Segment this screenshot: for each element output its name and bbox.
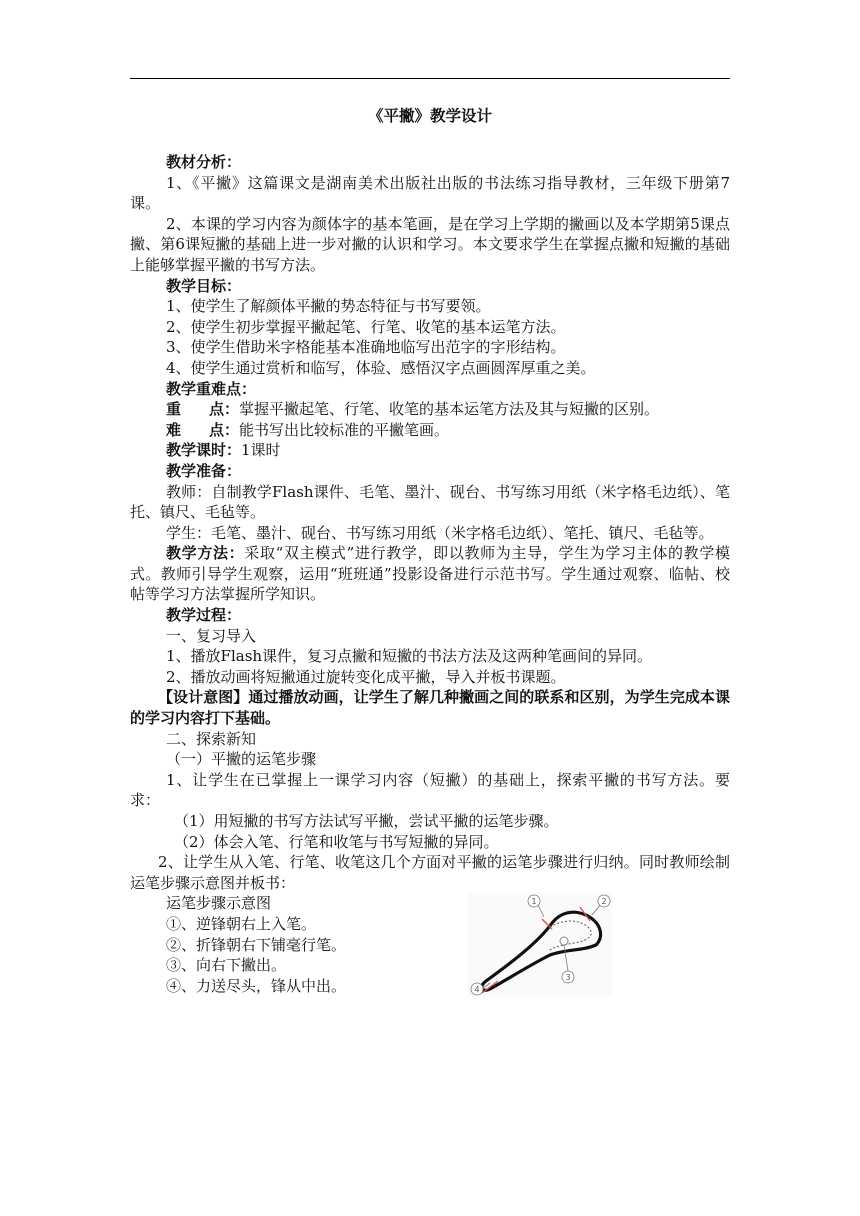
requirement-item: （2）体会入笔、行笔和收笔与书写短撇的异同。 — [174, 832, 499, 851]
part2-item: 2、让学生从入笔、行笔、收笔这几个方面对平撇的运笔步骤进行归纳。同时教师绘制运笔步骤示意图并板书： — [130, 853, 730, 892]
keypoint-label-suffix: 点： — [209, 400, 240, 419]
paragraph-material-2: 2、本课的学习内容为颜体字的基本笔画，是在学习上学期的撇画以及本学期第5课点撇、第6课短撇的基础上进一步对撇的认识和学习。本文要求学生在掌握点撇和短撇的基础上能够掌握平撇的书写方法。 — [130, 214, 730, 274]
hours-line — [130, 440, 730, 461]
keypoint-line-2 — [130, 420, 730, 441]
label-4-icon — [471, 983, 483, 995]
section-heading-material: 教材分析： — [166, 153, 242, 171]
document-title: 《平撇》教学设计 — [367, 106, 492, 125]
center-marker — [560, 937, 568, 945]
section-heading-prep: 教学准备： — [166, 461, 242, 480]
stroke-step: ③、向右下撇出。 — [166, 956, 287, 975]
stroke-path-inner — [548, 921, 591, 951]
section-heading-hours: 教学课时： — [166, 441, 242, 460]
goal-item: 2、使学生初步掌握平撇起笔、行笔、收笔的基本运笔方法。 — [166, 317, 566, 336]
stroke-step: ②、折锋朝右下铺毫行笔。 — [166, 935, 347, 954]
keypoint-text: 掌握平撇起笔、行笔、收笔的基本运笔方法及其与短撇的区别。 — [239, 400, 660, 419]
paragraph-material-1: 1、《平撇》这篇课文是湖南美术出版社出版的书法练习指导教材，三年级下册第7课。 — [130, 173, 730, 213]
difficulty-label: 难 — [166, 420, 182, 439]
part1-title: 一、复习导入 — [166, 626, 257, 645]
goal-item: 1、使学生了解颜体平撇的势态特征与书写要领。 — [166, 297, 491, 316]
label-1-icon — [528, 895, 540, 907]
stroke-outline — [482, 913, 601, 991]
method-paragraph — [130, 543, 730, 605]
diagram-label: 3 — [565, 973, 571, 983]
section-heading-keypoints: 教学重难点： — [166, 379, 257, 398]
design-intent-label: 【设计意图】 — [158, 688, 249, 707]
part1-item: 2、播放动画将短撇通过旋转变化成平撇，导入并板书课题。 — [166, 667, 566, 686]
diagram-caption: 运笔步骤示意图 — [166, 894, 272, 913]
difficulty-label-suffix: 点： — [209, 420, 240, 439]
diagram-label: 4 — [474, 985, 480, 995]
part2-subtitle: （一）平撇的运笔步骤 — [166, 750, 317, 769]
section-heading-goals: 教学目标： — [166, 276, 242, 295]
stroke-diagram-image — [468, 893, 612, 997]
section-heading-process: 教学过程： — [166, 606, 242, 625]
stroke-step: ①、逆锋朝右上入笔。 — [166, 914, 317, 933]
keypoint-line-1 — [130, 399, 730, 420]
section-heading-method: 教学方法： — [166, 544, 245, 563]
part1-item: 1、播放Flash课件，复习点撇和短撇的书法方法及这两种笔画间的异同。 — [166, 647, 653, 666]
label-3-icon — [562, 971, 574, 983]
prep-teacher: 教师：自制教学Flash课件、毛笔、墨汁、砚台、书写练习用纸（米字格毛边纸）、笔托、镇尺、毛毡等。 — [130, 482, 730, 522]
stroke-step: ④、力送尽头，锋从中出。 — [166, 976, 347, 995]
part2-title: 二、探索新知 — [166, 729, 257, 748]
keypoint-label: 重 — [166, 400, 182, 419]
diagram-label: 1 — [531, 897, 537, 907]
header-rule — [130, 78, 730, 79]
label-2-icon — [598, 895, 610, 907]
stroke-steps-block — [130, 893, 730, 996]
requirement-item: （1）用短撇的书写方法试写平撇，尝试平撇的运笔步骤。 — [174, 812, 559, 830]
method-text: 采取“双主模式”进行教学，即以教师为主导，学生为学习主体的教学模式。教师引导学生观察，运用“班班通”投影设备进行示范书写。学生通过观察、临帖、校帖等学习方法掌握所学知识。 — [130, 544, 730, 604]
hours-value: 1课时 — [241, 441, 281, 460]
stroke-diagram-svg — [468, 893, 612, 997]
goal-item: 3、使学生借助米字格能基本准确地临写出范字的字形结构。 — [166, 338, 566, 357]
prep-student: 学生：毛笔、墨汁、砚台、书写练习用纸（米字格毛边纸）、笔托、镇尺、毛毡等。 — [166, 523, 714, 542]
diagram-label: 2 — [601, 897, 607, 907]
design-intent-text: 通过播放动画，让学生了解几种撇画之间的联系和区别，为学生完成本课的学习内容打下基础。 — [130, 688, 730, 728]
design-intent — [130, 687, 730, 728]
document-body — [130, 104, 730, 996]
goal-item: 4、使学生通过赏析和临写，体验、感悟汉字点画圆浑厚重之美。 — [166, 358, 596, 377]
part2-item: 1、让学生在已掌握上一课学习内容（短撇）的基础上，探索平撇的书写方法。要求： — [130, 770, 730, 810]
difficulty-text: 能书写出比较标准的平撇笔画。 — [239, 420, 450, 439]
